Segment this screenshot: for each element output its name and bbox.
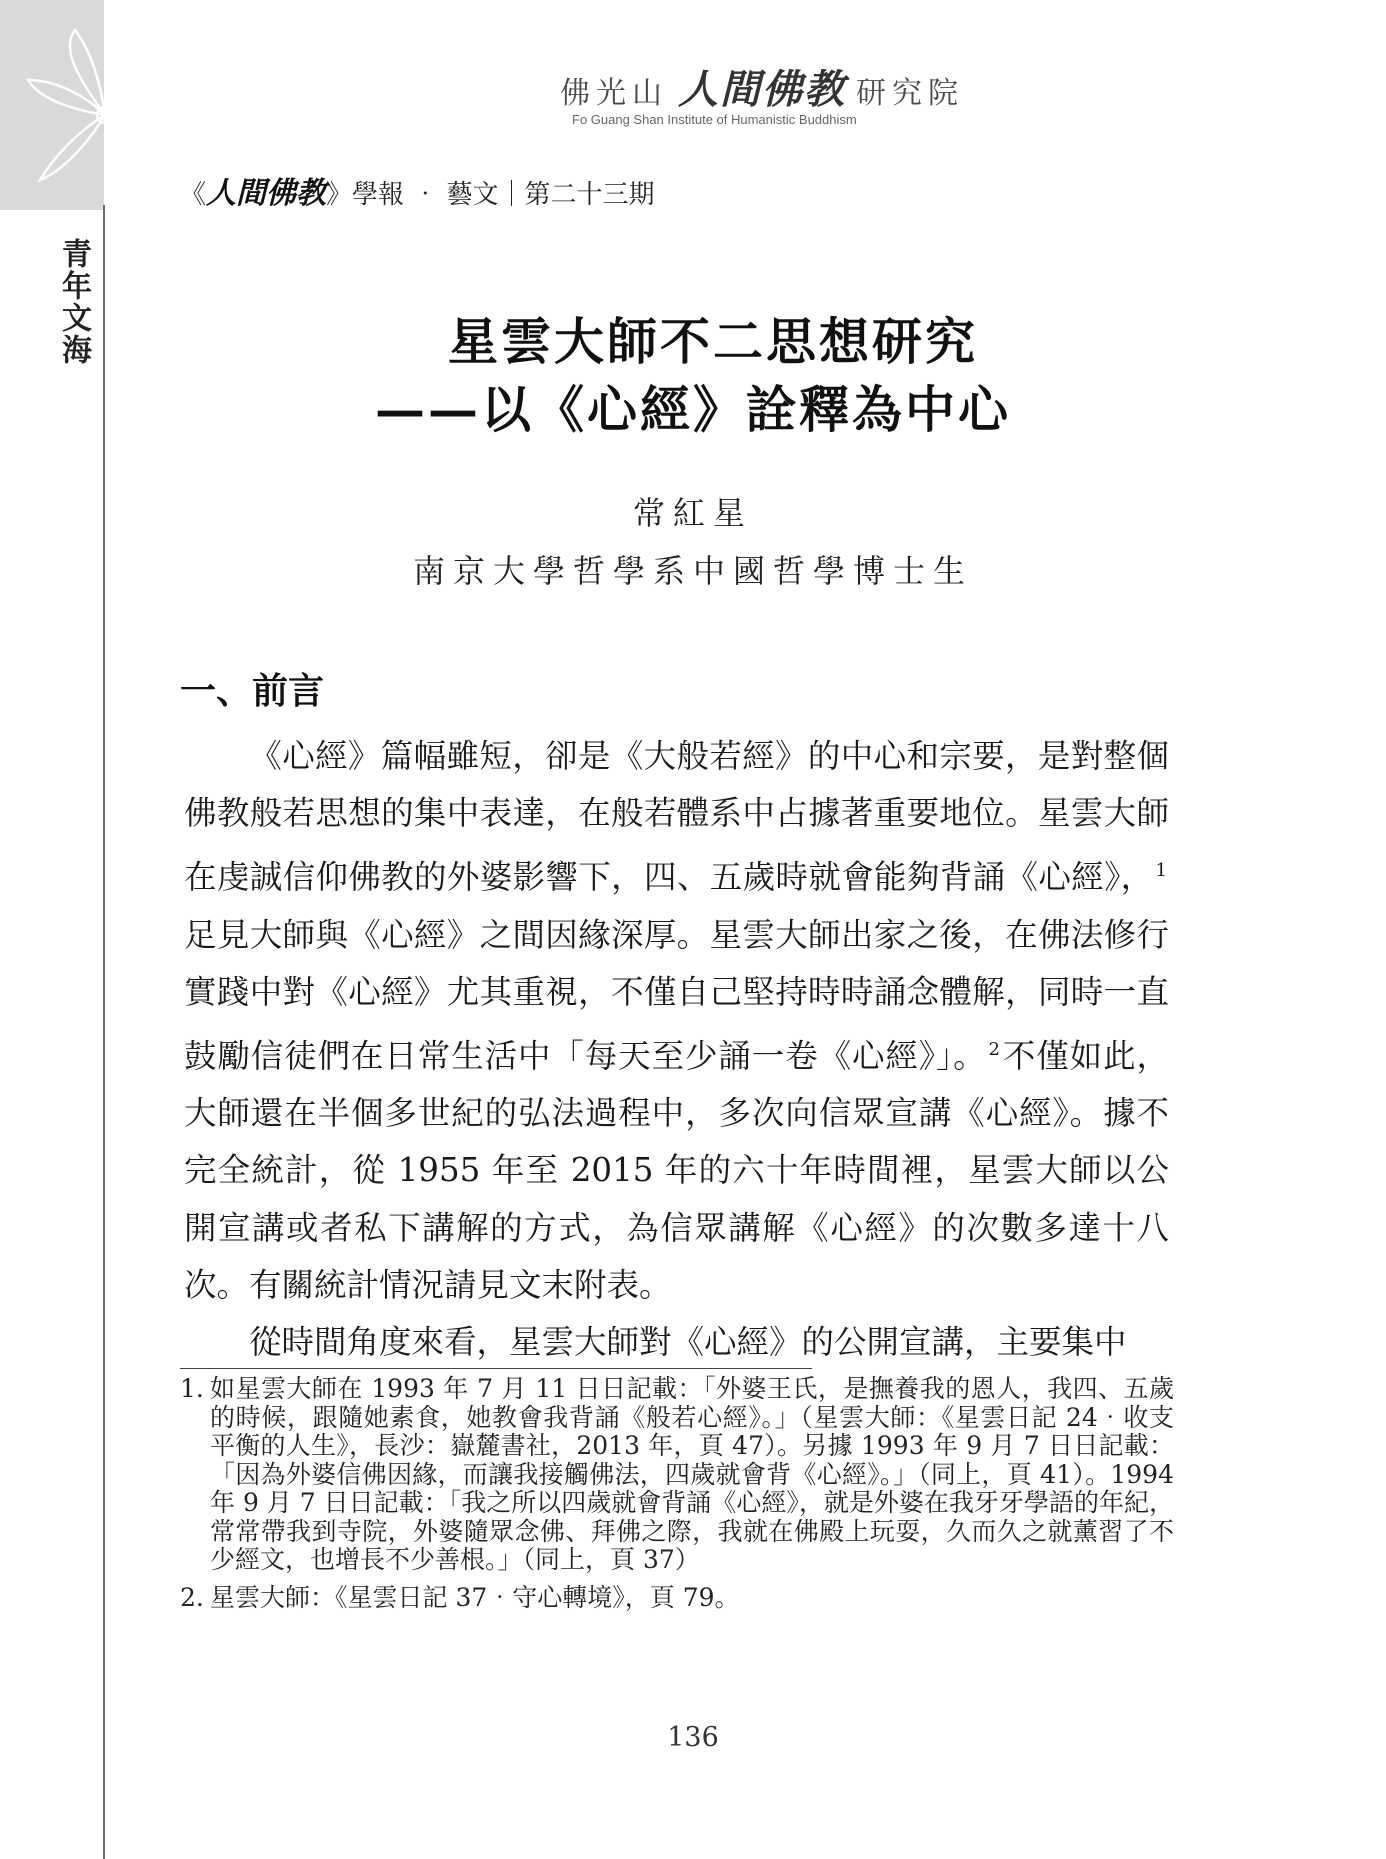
author-affiliation: 南京大學哲學系中國哲學博士生: [412, 552, 973, 590]
paragraph: [184, 1314, 1169, 1371]
paragraph: [184, 728, 1169, 1314]
lotus-flower-icon: [20, 20, 190, 210]
footnote-ref[interactable]: 2: [988, 1039, 1000, 1061]
journal-issue: 學報 ‧ 藝文｜第二十三期: [352, 180, 655, 210]
paragraph-text: 足見大師與《心經》之間因緣深厚。星雲大師出家之後，在佛法修行實踐中對《心經》尤其重視，不僅自己堅持時時誦念體解，同時一直鼓勵信徒們在日常生活中「每天至少誦一卷《心經》」。: [184, 915, 1169, 1076]
section-heading: 一、前言: [180, 670, 325, 712]
article-subtitle: ——以《心經》詮釋為中心: [375, 380, 1011, 439]
journal-close-bracket: 》: [326, 180, 353, 210]
institute-suffix: 研究院: [856, 76, 964, 111]
footnote-divider: [180, 1368, 812, 1369]
footnote-item: [180, 1584, 1174, 1613]
footnotes: [180, 1375, 1174, 1621]
institute-prefix: 佛光山: [560, 76, 668, 111]
footnote-number: 1.: [180, 1374, 204, 1403]
page-number: 136: [667, 1722, 719, 1753]
institute-english-name: Fo Guang Shan Institute of Humanistic Buddhism: [572, 112, 857, 127]
footnote-item: [180, 1375, 1174, 1575]
margin-rule: [103, 205, 105, 1859]
section-side-label: 青年文海: [56, 238, 91, 366]
article-title: 星雲大師不二思想研究: [448, 312, 978, 371]
footnote-text: 星雲大師：《星雲日記 37‧守心轉境》，頁 79。: [210, 1582, 740, 1612]
body-text: [184, 728, 1169, 1371]
institute-name: [560, 58, 964, 115]
paragraph-text: 從時間角度來看，星雲大師對《心經》的公開宣講，主要集中: [249, 1323, 1127, 1362]
institute-brand: 人間佛教: [678, 66, 846, 113]
journal-running-head: [180, 168, 655, 212]
journal-open-bracket: 《: [180, 180, 207, 210]
paragraph-text: 不僅如此，大師還在半個多世紀的弘法過程中，多次向信眾宣講《心經》。據不完全統計，從 1955 年至 2015 年的六十年時間裡，星雲大師以公開宣講或者私下講解的方式，為信眾講解《心經》的次數多達十八次。有關統計情況請見文末附表。: [184, 1037, 1169, 1304]
author-name: 常紅星: [632, 494, 753, 532]
footnote-number: 2.: [180, 1582, 204, 1612]
paragraph-text: 《心經》篇幅雖短，卻是《大般若經》的中心和宗要，是對整個佛教般若思想的集中表達，在般若體系中占據著重要地位。星雲大師在虔誠信仰佛教的外婆影響下，四、五歲時就會能夠背誦《心經》，: [184, 737, 1169, 897]
journal-brand: 人間佛教: [206, 176, 327, 211]
footnote-text: 如星雲大師在 1993 年 7 月 11 日日記載：「外婆王氏，是撫養我的恩人，我四、五歲的時候，跟隨她素食，她教會我背誦《般若心經》。」（星雲大師：《星雲日記 24‧收支平衡的人生》，長沙：嶽麓書社，2013 年，頁 47）。另據 1993 年 9 月 7 日日記載：「因為外婆信佛因緣，而讓我接觸佛法，四歲就會背《心經》。」（同上，頁 41）。1994 年 9 月 7 日日記載：「我之所以四歲就會背誦《心經》，就是外婆在我牙牙學語的年紀，常常帶我到寺院，外婆隨眾念佛、拜佛之際，我就在佛殿上玩耍，久而久之就薰習了不少經文，也增長不少善根。」（同上，頁 37）: [210, 1374, 1174, 1574]
footnote-ref[interactable]: 1: [1155, 860, 1167, 882]
